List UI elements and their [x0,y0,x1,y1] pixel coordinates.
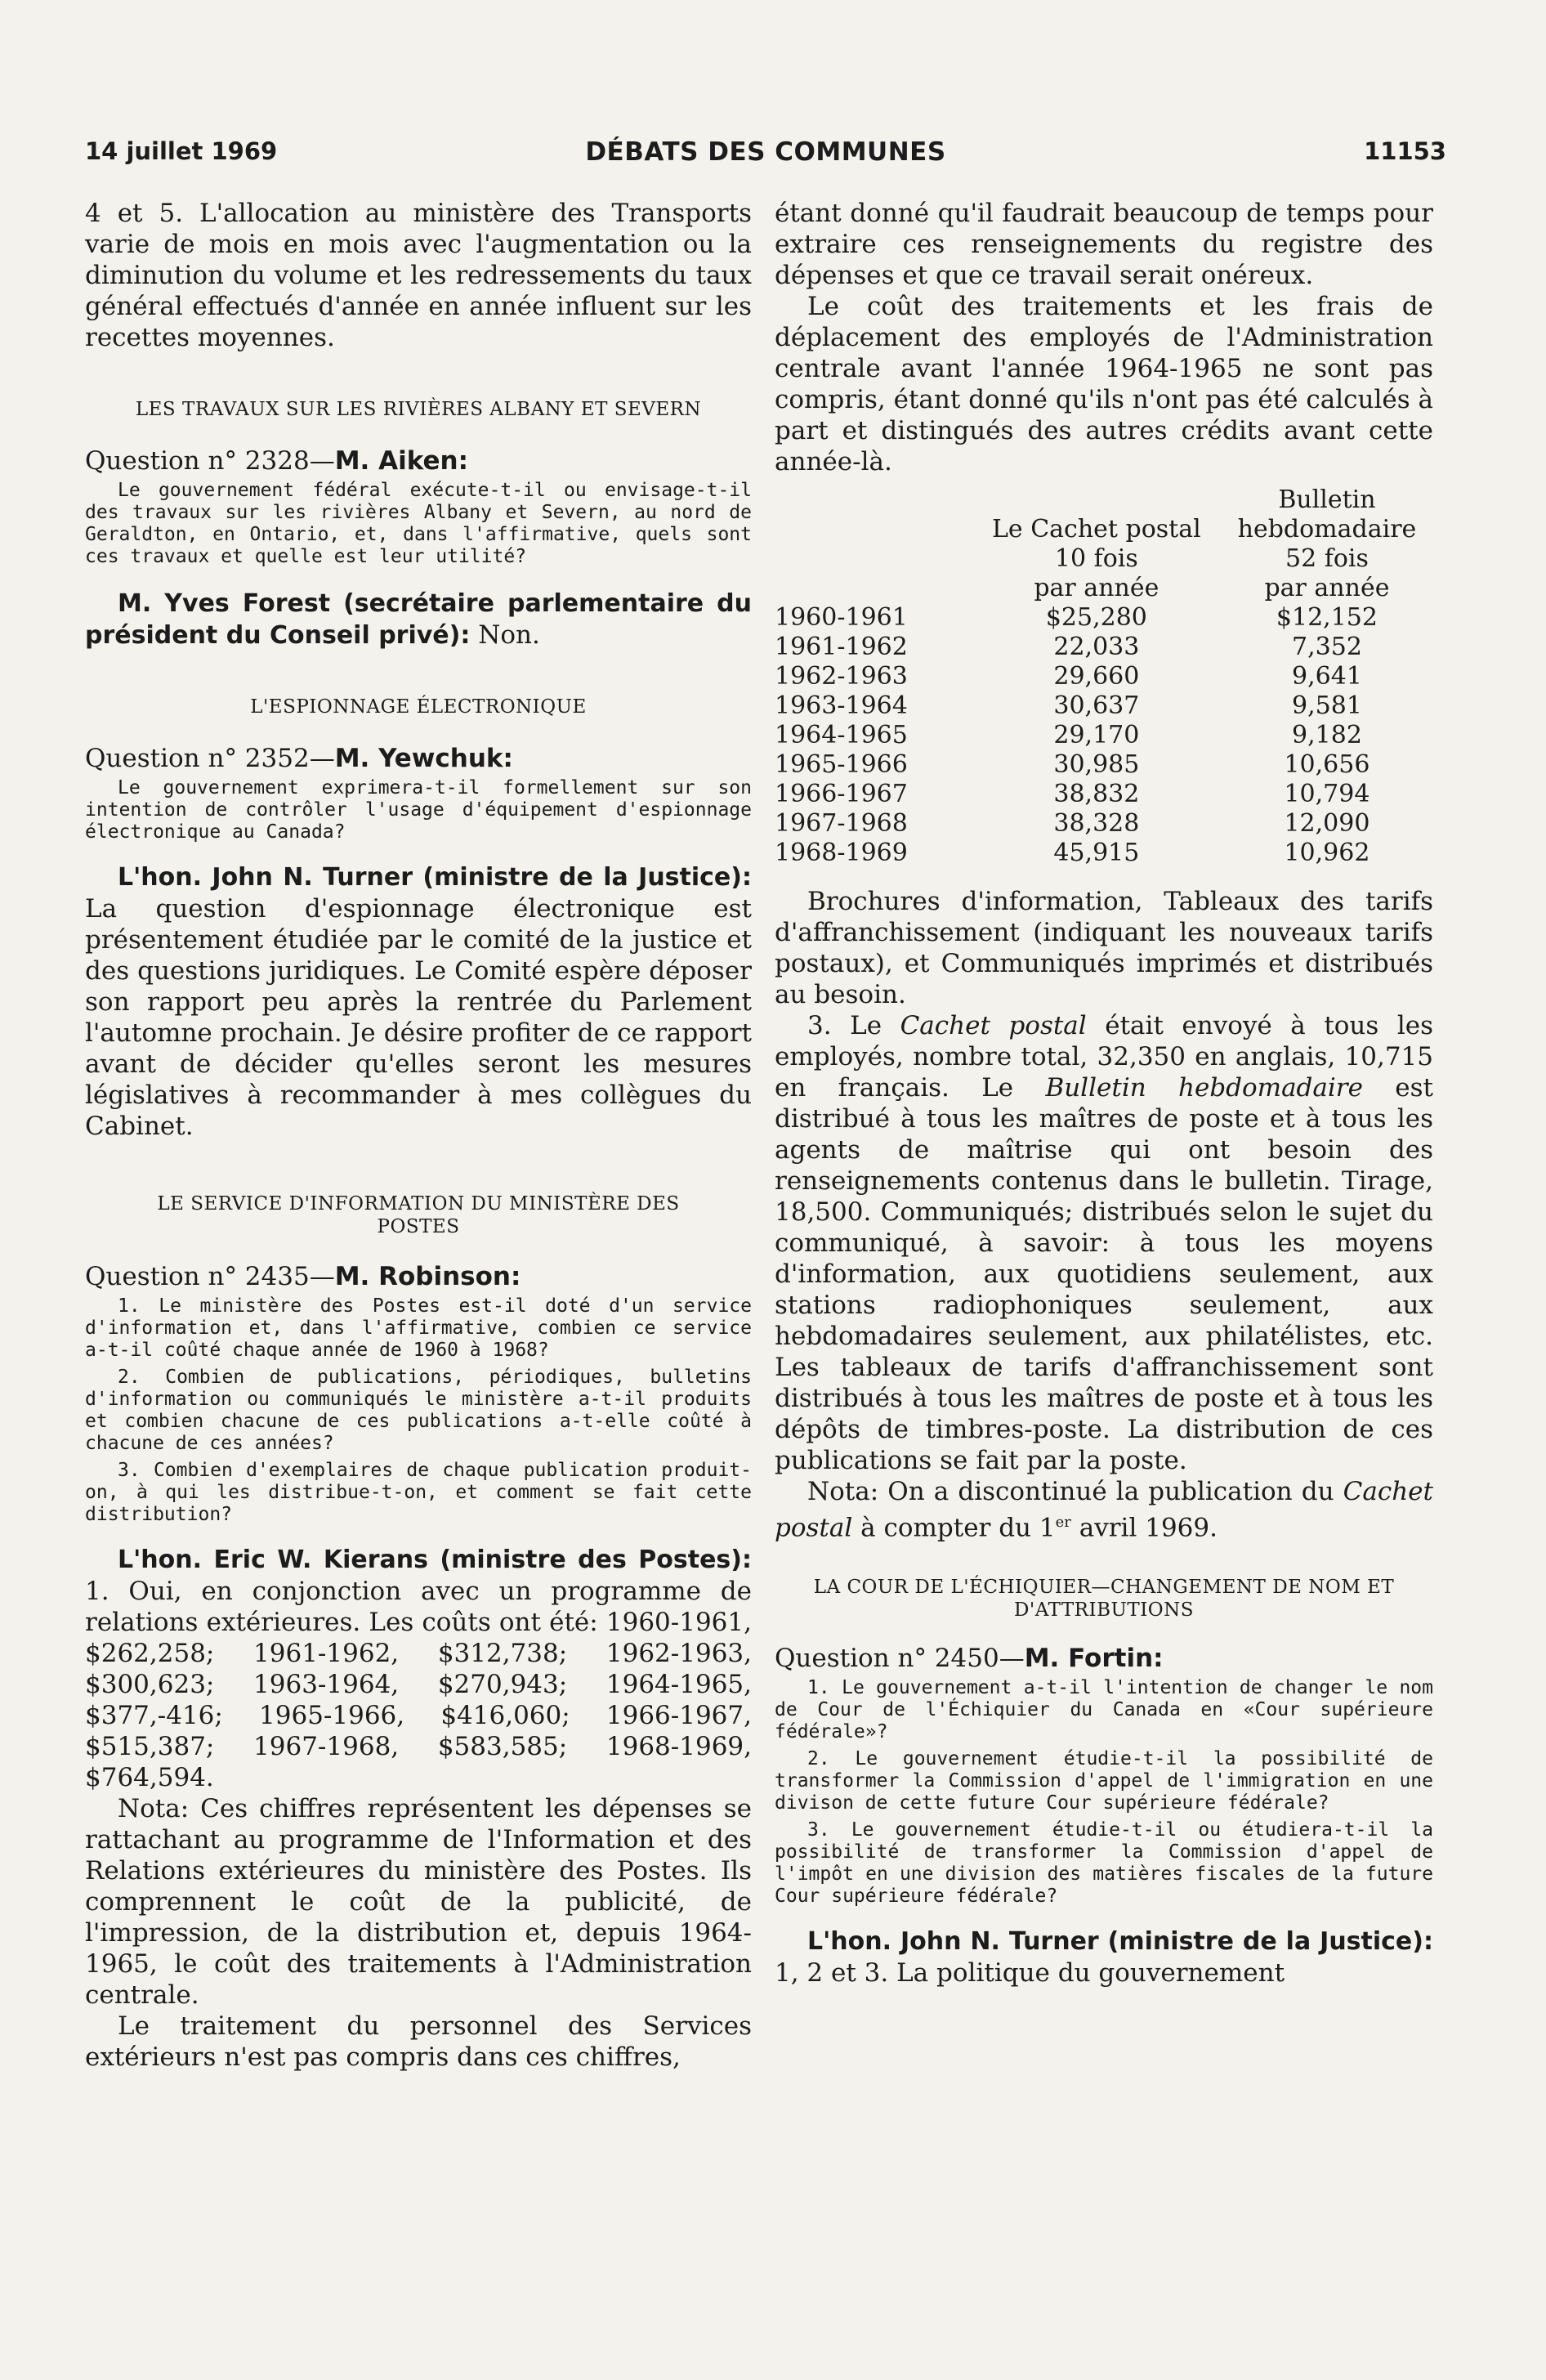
paragraph: Brochures d'information, Tableaux des tarifs d'affranchissement (indiquant les nouveaux tarifs postaux), et Communiqués imprimés et distribués au besoin. [775,887,1433,1009]
table-header-cachet: Le Cachet postal 10 fois par année [992,515,1201,602]
paragraph: 4 et 5. L'allocation au ministère des Transports varie de mois en mois avec l'augmentation ou la diminution du volume et les redressements du taux général effectués d'année en année influent sur les recettes moyennes. [85,199,752,352]
paragraph: étant donné qu'il faudrait beaucoup de temps pour extraire ces renseignements du registre des dépenses et que ce travail serait onéreux. [775,199,1433,290]
question-item: 1. Le ministère des Postes est-il doté d'un service d'information et, dans l'affirmative, combien ce service a-t-il coûté chaque année de 1960 à 1968? [85,1295,752,1361]
page-header [85,137,1446,173]
table-cell-cachet: 29,170 [1053,721,1140,749]
table-header-bulletin: Bulletin hebdomadaire 52 fois par année [1237,485,1417,602]
page-number: 11153 [1364,137,1446,165]
section-heading: L'ESPIONNAGE ÉLECTRONIQUE [250,696,587,718]
table-row [775,691,1433,721]
table-row [775,809,1433,839]
question-heading [85,743,752,774]
table-cell-year: 1960-1961 [775,603,908,632]
table-header-row [775,485,1433,603]
table-cell-bulletin: 9,182 [1292,721,1362,749]
table-cell-cachet: 30,637 [1053,691,1140,720]
speaker: L'hon. John N. Turner (ministre de la Justice): [807,1927,1433,1957]
section-heading: LA COUR DE L'ÉCHIQUIER—CHANGEMENT DE NOM ET D'ATTRIBUTIONS [813,1577,1395,1622]
question-heading [85,1261,752,1292]
table-cell-cachet: 38,328 [1053,809,1140,838]
answer-text: Non. [478,620,540,650]
question-author: M. Yewchuk: [334,744,513,773]
question-item: 3. Le gouvernement étudie-t-il ou étudiera-t-il la possibilité de transformer la Commission d'appel de l'impôt en une division des matières fiscales de la future Cour supérieure fédérale? [775,1819,1433,1908]
question-text: Le gouvernement exprimera-t-il formellement sur son intention de contrôler l'usage d'équipement d'espionnage électronique au Canada? [85,777,752,843]
table-cell-year: 1968-1969 [775,839,908,867]
table-cell-year: 1967-1968 [775,809,908,838]
table-row [775,633,1433,662]
table-cell-year: 1964-1965 [775,721,908,749]
table-cell-bulletin: 10,962 [1284,839,1370,867]
question-label: Question n° 2352— [85,744,335,773]
table-cell-cachet: 29,660 [1053,662,1140,691]
table-cell-year: 1965-1966 [775,750,908,779]
table-cell-cachet: 22,033 [1053,633,1140,661]
question-text: Le gouvernement fédéral exécute-t-il ou envisage-t-il des travaux sur les rivières Albany et Severn, au nord de Geraldton, en Ontario, et, dans l'affirmative, quels sont ces travaux et quelle est leur utilité? [85,480,752,567]
answer [85,861,752,1142]
section-heading: LE SERVICE D'INFORMATION DU MINISTÈRE DES POSTES [157,1193,680,1237]
table-cell-bulletin: 10,794 [1284,780,1370,808]
table-cell-bulletin: 9,581 [1292,691,1362,720]
question-label: Question n° 2435— [85,1262,335,1291]
paragraph: Nota: Ces chiffres représentent les dépenses se rattachant au programme de l'Information et des Relations extérieures du ministère des Postes. Ils comprennent le coût de la publicité, de l'impression, de la distribution et, depuis 1964-1965, le coût des traitements à l'Administration centrale. [85,1794,752,2010]
right-column [775,198,1433,1989]
table-cell-year: 1961-1962 [775,633,908,661]
cost-table [775,485,1433,868]
speaker: M. Yves Forest (secrétaire parlementaire du président du Conseil privé): [85,589,752,650]
paragraph: Nota: On a discontinué la publication du Cachet postal à compter du 1er avril 1969. [775,1477,1433,1543]
table-cell-cachet: $25,280 [1045,603,1147,632]
answer-text: 1, 2 et 3. La politique du gouvernement [775,1958,1285,1989]
answer [85,588,752,651]
question-author: M. Robinson: [334,1262,521,1291]
answer [775,1926,1433,1989]
left-column [85,198,752,2073]
table-row [775,662,1433,691]
answer [85,1544,752,1793]
question-heading [85,445,752,476]
table-cell-cachet: 38,832 [1053,780,1140,808]
question-item: 3. Combien d'exemplaires de chaque publication produit-on, à qui les distribue-t-on, et comment se fait cette distribution? [85,1460,752,1525]
table-body [775,603,1433,868]
speaker: L'hon. John N. Turner (ministre de la Justice): [118,863,752,892]
question-item: 1. Le gouvernement a-t-il l'intention de changer le nom de Cour de l'Échiquier du Canada en «Cour supérieure fédérale»? [775,1677,1433,1743]
question-author: M. Fortin: [1024,1644,1164,1674]
table-row [775,603,1433,633]
table-cell-bulletin: 10,656 [1284,750,1370,779]
table-cell-bulletin: 9,641 [1292,662,1362,691]
paragraph: Le traitement du personnel des Services extérieurs n'est pas compris dans ces chiffres, [85,2011,752,2072]
question-label: Question n° 2450— [775,1644,1025,1674]
header-date: 14 juillet 1969 [85,137,278,165]
table-cell-year: 1963-1964 [775,691,908,720]
table-header-empty [775,485,972,603]
answer-text: 1. Oui, en conjonction avec un programme de relations extérieures. Les coûts ont été: 1960-1961, $262,258; 1961-1962, $312,738; 1962-1963, $300,623; 1963-1964, $270,943; 1964-1965, $377,-416; 1965-1966, $416,060; 1966-1967, $515,387; 1967-1968, $583,585; 1968-1969, $764,594. [85,1577,752,1792]
table-row [775,750,1433,780]
table-row [775,721,1433,750]
section-heading: LES TRAVAUX SUR LES RIVIÈRES ALBANY ET SEVERN [135,399,702,420]
table-cell-bulletin: 7,352 [1292,633,1362,661]
paragraph: Le coût des traitements et les frais de déplacement des employés de l'Administration centrale avant l'année 1964-1965 ne sont pas compris, étant donné qu'ils n'ont pas été calculés à part et distingués des autres crédits avant cette année-là. [775,292,1433,476]
table-row [775,839,1433,868]
table-cell-year: 1966-1967 [775,780,908,808]
question-author: M. Aiken: [334,446,469,476]
speaker: L'hon. Eric W. Kierans (ministre des Postes): [118,1546,752,1574]
question-heading [775,1643,1433,1674]
question-item: 2. Le gouvernement étudie-t-il la possibilité de transformer la Commission d'appel de l'immigration en une divison de cette future Cour supérieure fédérale? [775,1748,1433,1814]
table-row [775,780,1433,809]
table-cell-year: 1962-1963 [775,662,908,691]
table-cell-cachet: 30,985 [1053,750,1140,779]
question-label: Question n° 2328— [85,446,335,476]
question-item: 2. Combien de publications, périodiques, bulletins d'information ou communiqués le ministère a-t-il produits et combien chacune de ces publications a-t-elle coûté à chacune de ces années? [85,1367,752,1454]
answer-text: La question d'espionnage électronique est présentement étudiée par le comité de la justice et des questions juridiques. Le Comité espère déposer son rapport peu après la rentrée du Parlement l'automne prochain. Je désire profiter de ce rapport avant de décider qu'elles seront les mesures législatives à recommander à mes collègues du Cabinet. [85,894,752,1141]
table-cell-cachet: 45,915 [1053,839,1140,867]
header-title: DÉBATS DES COMMUNES [585,137,946,167]
paragraph: 3. Le Cachet postal était envoyé à tous les employés, nombre total, 32,350 en anglais, 10,715 en français. Le Bulletin hebdomadaire est distribué à tous les maîtres de poste et à tous les agents de maîtrise qui ont besoin des renseignements contenus dans le bulletin. Tirage, 18,500. Communiqués; distribués selon le sujet du communiqué, à savoir: à tous les moyens d'information, aux quotidiens seulement, aux stations radiophoniques seulement, aux hebdomadaires seulement, aux philatélistes, etc. Les tableaux de tarifs d'affranchissement sont distribués à tous les maîtres de poste et à tous les dépôts de timbres-poste. La distribution de ces publications se fait par la poste. [775,1011,1434,1475]
table-cell-bulletin: 12,090 [1284,809,1370,838]
table-cell-bulletin: $12,152 [1276,603,1378,632]
